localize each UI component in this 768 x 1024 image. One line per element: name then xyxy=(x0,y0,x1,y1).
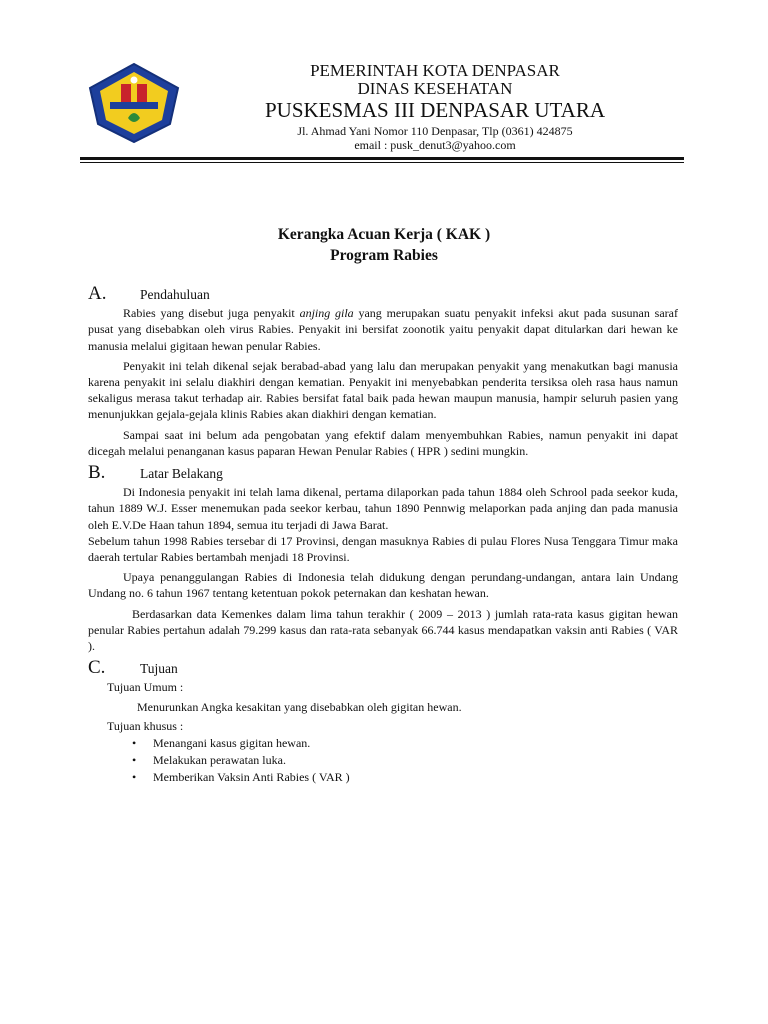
section-a-paragraph-2: Penyakit ini telah dikenal sejak berabad-abad yang lalu dan merupakan penyakit yang menakutkan bagi manusia karena penyakit ini selalu diakhiri dengan kematian. Penyakit ini menyebabkan penderita tersiksa oleh rasa haus namun sekaligus merasa takut terhadap air. Rabies bersifat fatal baik pada hewan maupun manusia, hampir seluruh pasien yang menunjukkan gejala-gejala klinis Rabies akan diakhiri dengan kematian. xyxy=(88,358,678,422)
section-c-title: Tujuan xyxy=(140,661,178,677)
letterhead-institution: PUSKESMAS III DENPASAR UTARA xyxy=(264,97,606,122)
letterhead xyxy=(200,62,670,152)
section-b-paragraph-2: Sebelum tahun 1998 Rabies tersebar di 17 Provinsi, dengan masuknya Rabies di pulau Flores Nusa Tenggara Timur maka daerah tertular Rabies bertambah menjadi 18 Provinsi. xyxy=(88,533,678,565)
section-b-letter: B. xyxy=(88,462,106,484)
section-a-title: Pendahuluan xyxy=(140,287,210,302)
list-item: • Menangani kasus gigitan hewan. xyxy=(132,735,678,751)
section-c-heading xyxy=(88,657,678,679)
general-objective-label: Tujuan Umum : xyxy=(107,680,184,695)
section-b-paragraph-4: Berdasarkan data Kemenkes dalam lima tahun terakhir ( 2009 – 2013 ) jumlah rata-rata kasus gigitan hewan penular Rabies pertahun adalah 79.299 kasus dan rata-rata sebanyak 66.744 kasus mendapatkan vaksin anti Rabies ( VAR ). xyxy=(88,606,678,654)
letterhead-government: PEMERINTAH KOTA DENPASAR xyxy=(310,61,560,80)
letterhead-address: Jl. Ahmad Yani Nomor 110 Denpasar, Tlp (0361) 424875 xyxy=(297,123,573,138)
section-a-p1-pre: Rabies yang disebut juga penyakit xyxy=(123,306,300,321)
list-item: • Memberikan Vaksin Anti Rabies ( VAR ) xyxy=(132,769,678,785)
general-objective-text: Menurunkan Angka kesakitan yang disebabkan oleh gigitan hewan. xyxy=(137,699,462,714)
document-title xyxy=(80,224,688,266)
puskesmas-logo-icon xyxy=(88,62,180,144)
section-a-paragraph-3: Sampai saat ini belum ada pengobatan yang efektif dalam menyembuhkan Rabies, namun penyakit ini dapat dicegah melalui penanganan kasus paparan Hewan Penular Rabies ( HPR ) sedini mungkin. xyxy=(88,427,678,458)
section-a-p1-italic: anjing gila xyxy=(299,306,354,321)
section-b-title: Latar Belakang xyxy=(140,466,223,482)
section-b-heading xyxy=(88,462,678,484)
letterhead-department: DINAS KESEHATAN xyxy=(357,78,513,98)
document-body xyxy=(88,283,678,787)
section-a-heading xyxy=(88,283,678,304)
letterhead-divider-thick xyxy=(80,157,684,160)
section-b-paragraph-1: Di Indonesia penyakit ini telah lama dikenal, pertama dilaporkan pada tahun 1884 oleh Schrool pada seekor kuda, tahun 1889 W.J. Esser menemukan pada seekor kerbau, tahun 1890 Pennwig melaporkan pada anjing dan pada manusia oleh E.V.De Haan tahun 1894, semua itu terjadi di Jawa Barat. xyxy=(88,485,678,532)
letterhead-divider-thin xyxy=(80,162,684,163)
specific-objectives-list xyxy=(88,735,678,786)
document-title-line1: Kerangka Acuan Kerja ( KAK ) xyxy=(277,226,491,243)
document-title-line2: Program Rabies xyxy=(330,247,438,264)
section-b-paragraph-3: Upaya penanggulangan Rabies di Indonesia telah didukung dengan perundang-undangan, antara lain Undang Undang no. 6 tahun 1967 tentang ketentuan pokok peternakan dan keshatan hewan. xyxy=(88,570,678,601)
section-a-p1-post: yang merupakan suatu penyakit infeksi akut pada susunan saraf pusat yang disebabkan oleh virus Rabies. Penyakit ini bersifat zoonotik yaitu penyakit dapat ditularkan dari hewan ke manusia melalui gigitaan hewan penular Rabies. xyxy=(88,306,678,353)
specific-objectives-label: Tujuan khusus : xyxy=(107,718,184,733)
letterhead-email: email : pusk_denut3@yahoo.com xyxy=(354,138,516,153)
list-item: • Melakukan perawatan luka. xyxy=(132,752,678,768)
section-a-letter: A. xyxy=(88,283,107,304)
section-c-letter: C. xyxy=(88,657,106,679)
section-a-paragraph-1 xyxy=(88,305,678,354)
